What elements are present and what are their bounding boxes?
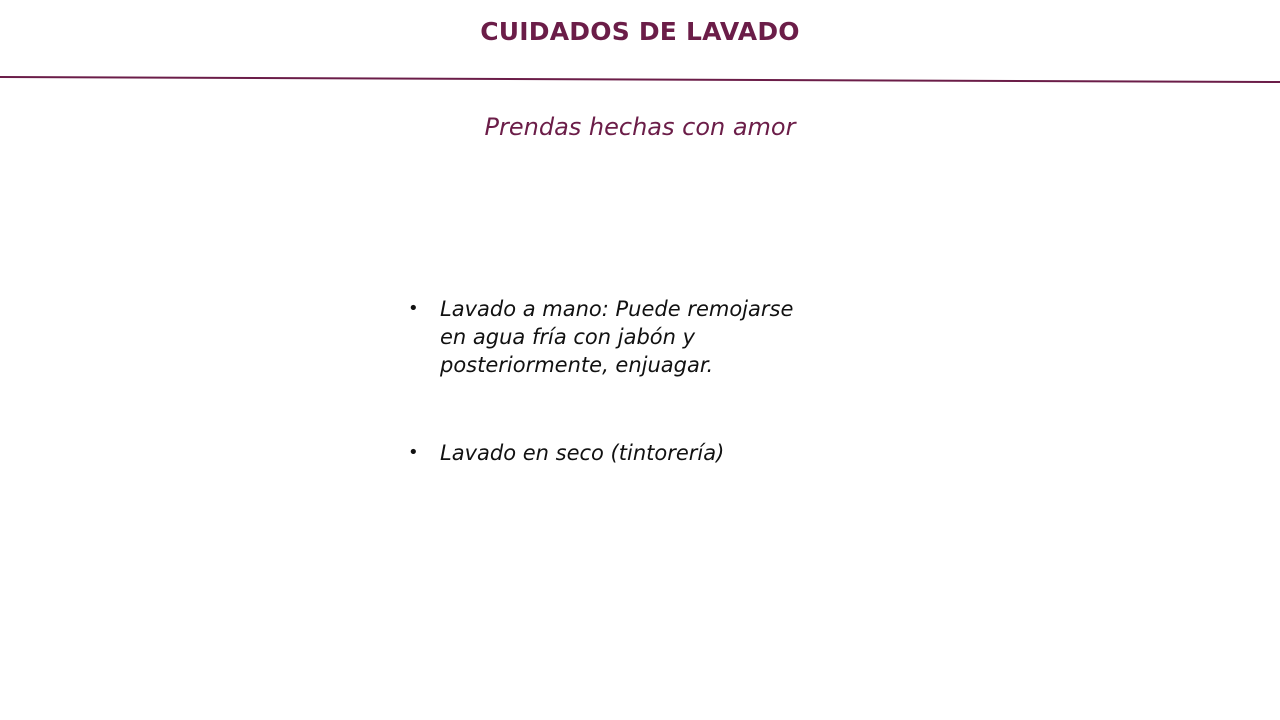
title-divider bbox=[0, 70, 1280, 86]
bullet-text: Lavado a mano: Puede remojarse en agua fría con jabón y posteriormente, enjuagar. bbox=[440, 297, 794, 377]
bullet-item-hand-wash bbox=[408, 295, 878, 379]
bullet-text: Lavado en seco (tintorería) bbox=[440, 441, 725, 465]
bullet-marker: • bbox=[408, 298, 419, 319]
bullet-marker: • bbox=[408, 442, 419, 463]
slide-title: CUIDADOS DE LAVADO bbox=[480, 17, 800, 46]
bullet-item-dry-clean bbox=[408, 439, 878, 467]
slide-subtitle: Prendas hechas con amor bbox=[484, 113, 796, 141]
bullet-list bbox=[408, 295, 878, 467]
